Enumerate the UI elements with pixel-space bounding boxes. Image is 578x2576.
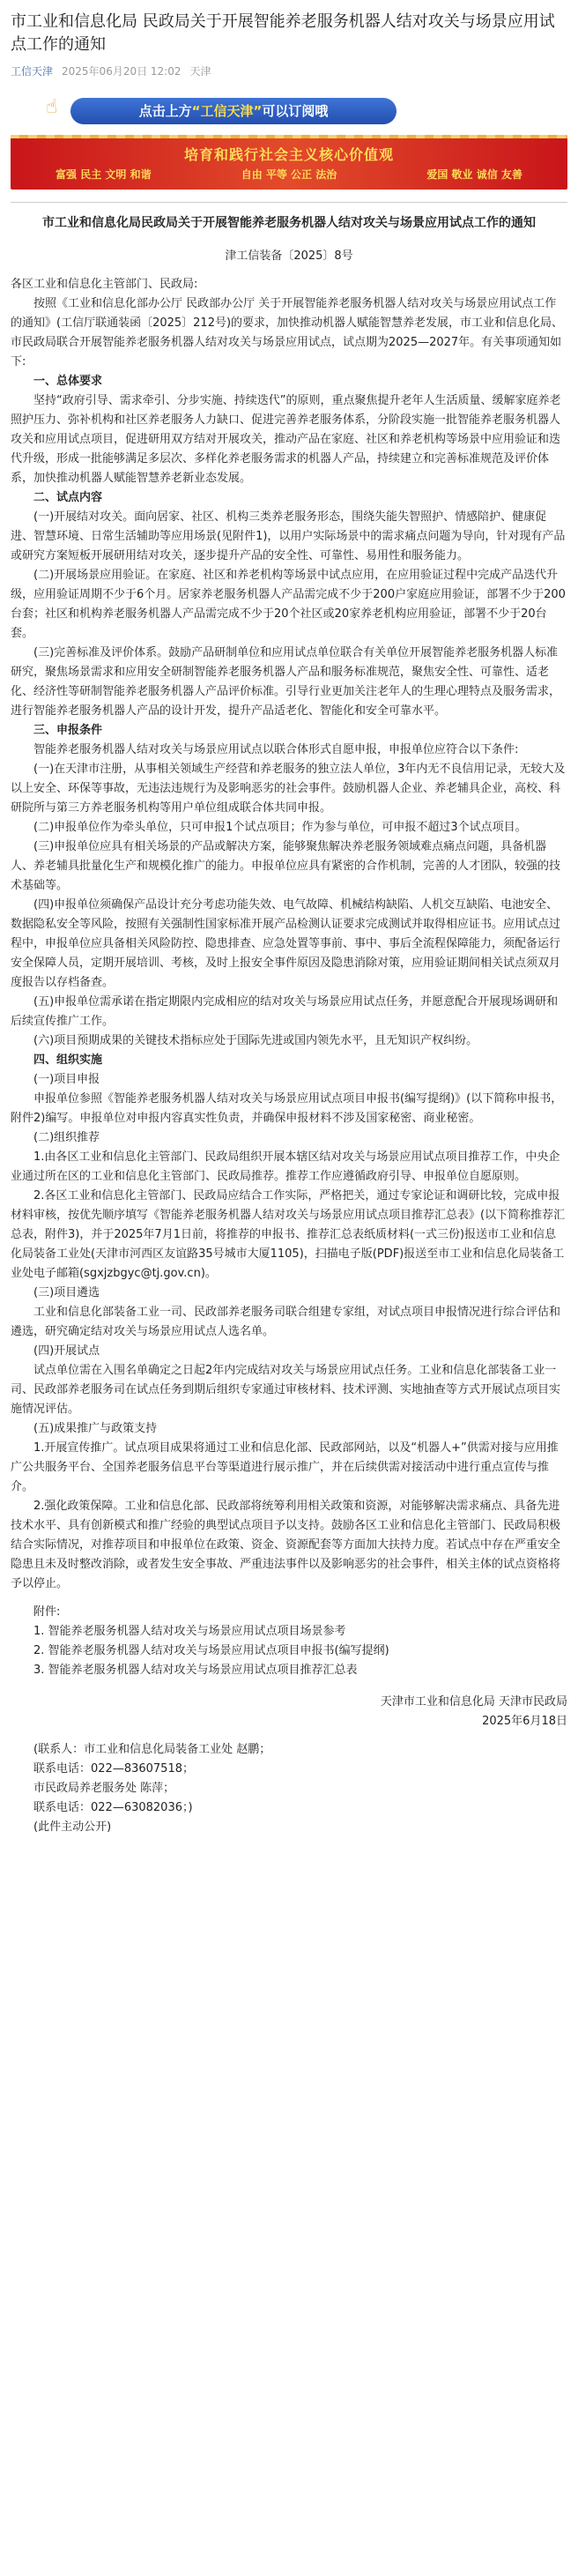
paragraph: (六)项目预期成果的关键技术指标应处于国际先进或国内领先水平，且无知识产权纠纷。 <box>33 1034 478 1047</box>
section-heading: 三、申报条件 <box>33 724 103 737</box>
follow-account: “工信天津” <box>191 103 263 119</box>
attachment-item[interactable]: 2. 智能养老服务机器人结对攻关与场景应用试点项目申报书(编写提纲) <box>33 1644 389 1657</box>
contact-line: 联系电话：022—63082036；) <box>33 1801 193 1814</box>
account-link[interactable]: 工信天津 <box>11 65 54 78</box>
attachments-label: 附件: <box>33 1605 61 1619</box>
section-heading: 二、试点内容 <box>33 491 103 504</box>
attachment-item[interactable]: 3. 智能养老服务机器人结对攻关与场景应用试点项目推荐汇总表 <box>33 1664 358 1677</box>
paragraph: (三)完善标准及评价体系。鼓励产品研制单位和应用试点单位联合有关单位开展智能养老服务机器人标准研究，聚焦场景需求和应用安全研制智能养老服务机器人产品和服务标准规范，聚焦安全性、可靠性、适老化、经济性等研制智能养老服务机器人产品评价标准。引导行业更加关注老年人的生理心理特点及服务需求，进行智能养老服务机器人产品的设计开发，提升产品适老化、智能化和安全可靠水平。 <box>11 646 561 718</box>
values-group: 自由 平等 公正 法治 <box>241 168 337 181</box>
paragraph: (一)开展结对攻关。面向居家、社区、机构三类养老服务形态，围绕失能失智照护、情感陪护、健康促进、智慧环境、日常生活辅助等应用场景(见附件1)，以用户实际场景中的需求痛点问题为导向，针对现有产品或研究方案短板开展研用结对攻关，逐步提升产品的安全性、可靠性、易用性和服务能力。 <box>11 510 566 562</box>
paragraph: 1.由各区工业和信息化主管部门、民政局组织开展本辖区结对攻关与场景应用试点项目推荐工作，中央企业通过所在区的工业和信息化主管部门、民政局推荐。推荐工作应遵循政府引导、申报单位自愿原则。 <box>11 1150 560 1183</box>
contact-line: (联系人：市工业和信息化局装备工业处 赵鹏； <box>33 1743 271 1756</box>
subsection-heading: (五)成果推广与政策支持 <box>33 1422 158 1435</box>
values-slogan: 培育和践行社会主义核心价值观 <box>183 146 394 163</box>
section-heading: 四、组织实施 <box>33 1053 103 1067</box>
values-group: 富强 民主 文明 和谐 <box>56 168 152 181</box>
paragraph: (三)申报单位应具有相关场景的产品或解决方案，能够聚焦解决养老服务领域难点痛点问题，具备机器人、养老辅具批量化生产和规模化推广的能力。申报单位应具有紧密的合作机制，完善的人才团队，较强的技术基础等。 <box>11 840 561 892</box>
paragraph: (二)申报单位作为牵头单位，只可申报1个试点项目；作为参与单位，可申报不超过3个试点项目。 <box>33 821 527 834</box>
paragraph: 工业和信息化部装备工业一司、民政部养老服务司联合组建专家组，对试点项目申报情况进行综合评估和遴选，研究确定结对攻关与场景应用试点人选名单。 <box>11 1306 561 1338</box>
article-meta <box>11 63 567 78</box>
decorative-strip <box>11 135 567 138</box>
salutation: 各区工业和信息化主管部门、民政局: <box>11 278 198 291</box>
contact-block <box>11 1740 567 1837</box>
paragraph: 2.强化政策保障。工业和信息化部、民政部将统筹利用相关政策和资源，对能够解决需求痛点、具备先进技术水平、具有创新模式和推广经验的典型试点项目予以支持。鼓励各区工业和信息化主管部门、民政局积极结合实际情况，对推荐项目和申报单位在政策、资金、资源配套等方面加大扶持力度。若试点中存在严重安全隐患且未及时整改消除，或者发生安全事故、严重违法事件以及影响恶劣的社会事件，相关主体的试点资格将予以停止。 <box>11 1500 561 1590</box>
values-group: 爱国 敬业 诚信 友善 <box>426 168 522 181</box>
follow-pill[interactable] <box>70 98 396 124</box>
attachment-item[interactable]: 1. 智能养老服务机器人结对攻关与场景应用试点项目场景参考 <box>33 1625 346 1638</box>
paragraph: (二)开展场景应用验证。在家庭、社区和养老机构等场景中试点应用，在应用验证过程中完成产品迭代升级，应用验证周期不少于6个月。居家养老服务机器人产品需完成不少于200户家庭应用验证，部署不少于200台套；社区和机构养老服务机器人产品需完成不少于20个社区或20家养老机构应用验证，部署不少于20台套。 <box>11 569 566 640</box>
paragraph: (五)申报单位需承诺在指定期限内完成相应的结对攻关与场景应用试点任务，并愿意配合开展现场调研和后续宣传推广工作。 <box>11 995 559 1028</box>
contact-line: 联系电话：022—83607518； <box>33 1762 194 1776</box>
subsection-heading: (一)项目申报 <box>33 1073 100 1086</box>
paragraph: 坚持“政府引导、需求牵引、分步实施、持续迭代”的原则，重点聚焦提升老年人生活质量、缓解家庭养老照护压力、弥补机构和社区养老服务人力缺口、促进完善养老服务体系，分阶段实施一批智能养老服务机器人攻关和应用试点项目，促进研用双方结对开展攻关，推动产品在家庭、社区和养老机构等场景中应用验证和迭代升级，形成一批能够满足多层次、多样化养老服务需求的机器人产品，持续建立和完善标准规范及评价体系，加快推动机器人赋能智慧养老新业态发展。 <box>11 394 561 485</box>
section-heading: 一、总体要求 <box>33 375 103 388</box>
values-row <box>11 167 567 182</box>
document-number: 津工信装备〔2025〕8号 <box>225 249 353 263</box>
paragraph: 1.开展宣传推广。试点项目成果将通过工业和信息化部、民政部网站，以及“机器人+”供需对接与应用推广公共服务平台、全国养老服务信息平台等渠道进行展示推广，并在后续供需对接活动中进行重点宣传与推介。 <box>11 1441 559 1493</box>
paragraph: (四)申报单位须确保产品设计充分考虑功能失效、电气故障、机械结构缺陷、人机交互缺陷、电池安全、数据隐私安全等风险，按照有关强制性国家标准开展产品检测认证要求完成测试并取得相应证书。应用试点过程中，申报单位应具备相关风险防控、隐患排查、应急处置等事前、事中、事后全流程保障能力，须配备运行安全保障人员，定期开展培训、考核，及时上报安全事件原因及隐患消除对策，应用验证期间相关试点须双月度报告以存档备查。 <box>11 898 561 989</box>
subsection-heading: (三)项目遴选 <box>33 1286 100 1299</box>
paragraph: 智能养老服务机器人结对攻关与场景应用试点以联合体形式自愿申报，申报单位应符合以下条件: <box>33 743 519 756</box>
follow-banner[interactable] <box>11 91 567 128</box>
paragraph: 试点单位需在入围名单确定之日起2年内完成结对攻关与场景应用试点任务。工业和信息化部装备工业一司、民政部养老服务司在试点任务到期后组织专家通过审核材料、技术评测、实地抽查等方式开展试点项目实施情况评估。 <box>11 1364 561 1416</box>
signing-orgs: 天津市工业和信息化局 天津市民政局 <box>380 1695 567 1709</box>
contact-line: (此件主动公开) <box>33 1820 112 1834</box>
paragraph: 申报单位参照《智能养老服务机器人结对攻关与场景应用试点项目申报书(编写提纲)》(以下简称申报书，附件2)编写。申报单位对申报内容真实性负责，并确保申报材料不涉及国家秘密、商业秘密。 <box>11 1092 563 1125</box>
publish-location: 天津 <box>189 65 211 78</box>
subsection-heading: (二)组织推荐 <box>33 1131 100 1144</box>
subsection-heading: (四)开展试点 <box>33 1344 100 1358</box>
document-body <box>11 202 567 1837</box>
core-values-banner <box>11 135 567 190</box>
contact-line: 市民政局养老服务处 陈萍； <box>33 1782 175 1795</box>
pointing-hand-icon: ☝ <box>46 96 58 118</box>
paragraph: 2.各区工业和信息化主管部门、民政局应结合工作实际，严格把关，通过专家论证和调研比较，完成申报材料审核，按优先顺序填写《智能养老服务机器人结对攻关与场景应用试点项目推荐汇总表》(以下简称推荐汇总表，附件3)，并于2025年7月1日前，将推荐的申报书、推荐汇总表纸质材料(一式三份)报送市工业和信息化局装备工业处(天津市河西区友谊路35号城市大厦1105)，扫描电子版(PDF)报送至市工业和信息化局装备工业处电子邮箱(sgxjzbgyc@tj.gov.cn)。 <box>11 1189 566 1280</box>
follow-prefix: 点击上方 <box>138 103 192 119</box>
publish-time: 2025年06月20日 12:02 <box>62 65 182 78</box>
paragraph: 按照《工业和信息化部办公厅 民政部办公厅 关于开展智能养老服务机器人结对攻关与场景应用试点工作的通知》(工信厅联通装函〔2025〕212号)的要求，加快推动机器人赋能智慧养老发展，市工业和信息化局、市民政局联合开展智能养老服务机器人结对攻关与场景应用试点，试点期为2025—2027年。有关事项通知如下: <box>11 297 564 369</box>
document-heading: 市工业和信息化局民政局关于开展智能养老服务机器人结对攻关与场景应用试点工作的通知 <box>42 216 536 230</box>
article-title: 市工业和信息化局 民政局关于开展智能养老服务机器人结对攻关与场景应用试点工作的通知 <box>11 12 555 54</box>
signing-date: 2025年6月18日 <box>482 1715 567 1728</box>
paragraph: (一)在天津市注册，从事相关领域生产经营和养老服务的独立法人单位，3年内无不良信用记录，无较大及以上安全、环保等事故，无违法违规行为及影响恶劣的社会事件。鼓励机器人企业、养老辅具企业，高校、科研院所与第三方养老服务机构等用户单位组成联合体共同申报。 <box>11 763 566 815</box>
follow-suffix: 可以订阅哦 <box>262 103 329 119</box>
